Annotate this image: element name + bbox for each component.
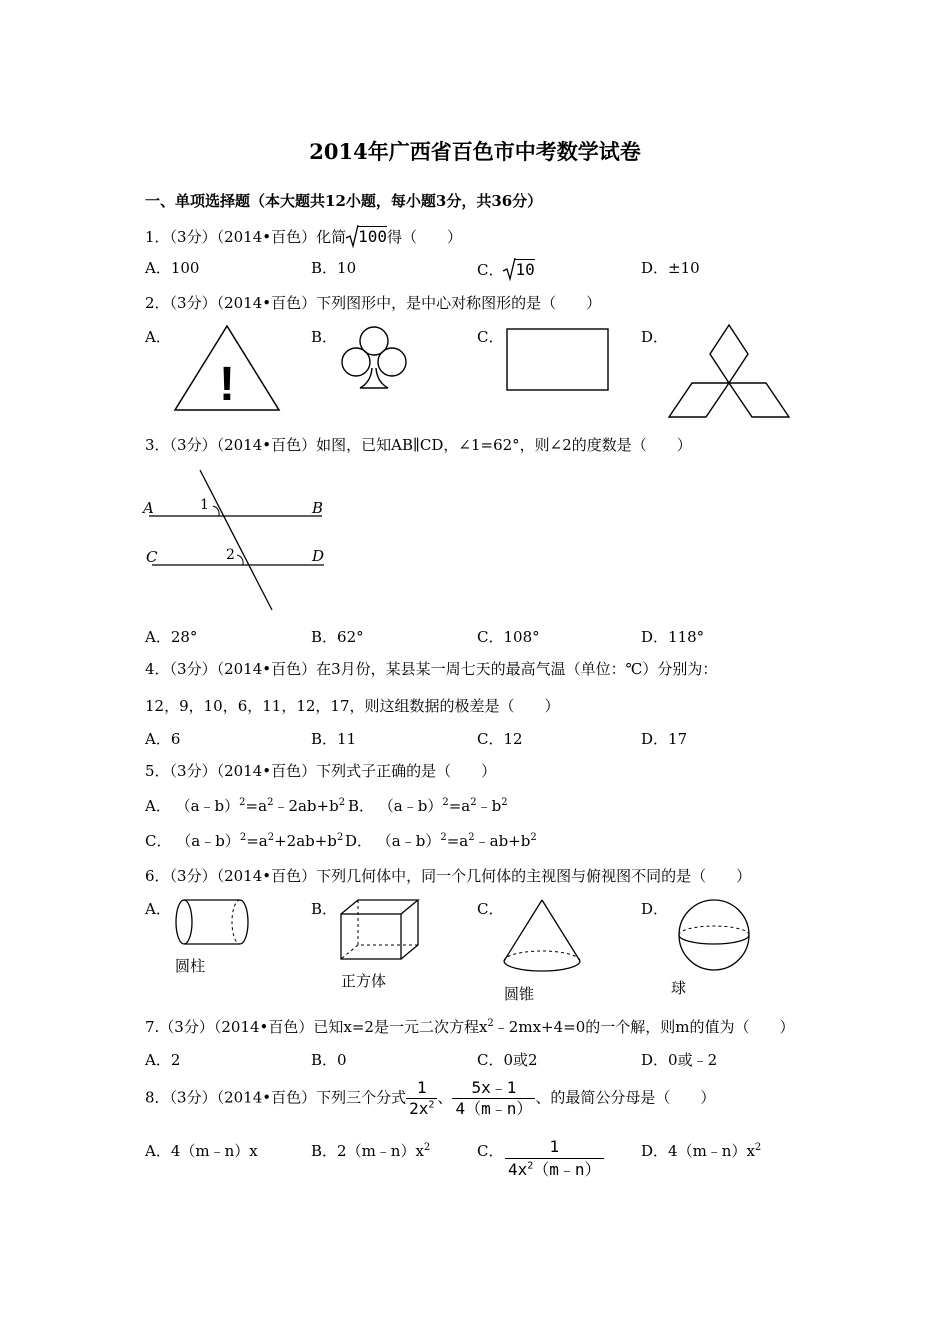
q1-option-d: D．±10 bbox=[641, 259, 700, 277]
svg-text:B: B bbox=[312, 499, 324, 517]
question-7: 7.（3分）（2014•百色）已知x=2是一元二次方程$x^2﹣2mx+4=0$的一个解，则m的值为（ ） bbox=[145, 1018, 795, 1036]
rectangle-shape-icon bbox=[506, 328, 610, 392]
q6-option-a: A． bbox=[145, 900, 171, 918]
q2-option-a: A． bbox=[145, 328, 171, 346]
q2-option-c: C． bbox=[477, 328, 504, 346]
fraction-1: $\frac{1}{2x^2}$ bbox=[406, 1078, 437, 1119]
svg-text:!: ! bbox=[219, 358, 235, 411]
question-2: 2．（3分）（2014•百色）下列图形中，是中心对称图形的是（ ） bbox=[145, 294, 602, 312]
section-heading: 一、单项选择题（本大题共12小题，每小题3分，共36分） bbox=[145, 192, 543, 210]
q8-option-a: A．4（m﹣n）x bbox=[145, 1142, 258, 1160]
q3-option-c: C．108° bbox=[477, 628, 540, 646]
q4-option-a: A．6 bbox=[145, 730, 181, 748]
svg-text:2: 2 bbox=[226, 547, 235, 563]
q4-option-d: D．17 bbox=[641, 730, 688, 748]
sphere-icon bbox=[670, 898, 762, 972]
radical-sign-icon bbox=[346, 224, 358, 248]
q8-option-c: C． bbox=[477, 1142, 504, 1160]
warning-triangle-icon bbox=[172, 324, 282, 414]
svg-text:C: C bbox=[146, 548, 158, 566]
q1-option-b: B．10 bbox=[311, 259, 357, 277]
q6-option-c: C． bbox=[477, 900, 504, 918]
q2-option-b: B． bbox=[311, 328, 338, 346]
cone-icon bbox=[500, 898, 584, 974]
svg-text:1: 1 bbox=[200, 497, 209, 513]
q8-option-b: B．$2(m﹣n)x^2$ bbox=[311, 1142, 431, 1160]
cube-icon bbox=[338, 898, 422, 962]
svg-text:D: D bbox=[312, 547, 325, 565]
sqrt-100: 100 bbox=[346, 224, 387, 248]
cube-label: 正方体 bbox=[341, 972, 387, 990]
q8-option-d: D．$4(m﹣n)x^2$ bbox=[641, 1142, 762, 1160]
q5-option-d: D． $(a﹣b)^2=a^2﹣ab+b^2$ bbox=[345, 832, 537, 850]
q1-option-c: C． 10 bbox=[477, 257, 535, 281]
question-4-line-1: 4．（3分）（2014•百色）在3月份，某县某一周七天的最高气温（单位：℃）分别为： bbox=[145, 660, 718, 678]
q7-option-c: C．0或2 bbox=[477, 1051, 538, 1069]
q5-option-b: B． $(a﹣b)^2=a^2﹣b^2$ bbox=[348, 797, 508, 815]
q3-option-d: D．118° bbox=[641, 628, 705, 646]
parallel-lines-figure bbox=[140, 468, 340, 616]
question-5: 5．（3分）（2014•百色）下列式子正确的是（ ） bbox=[145, 762, 497, 780]
q7-option-a: A．2 bbox=[145, 1051, 181, 1069]
q3-option-a: A．28° bbox=[145, 628, 198, 646]
question-6: 6．（3分）（2014•百色）下列几何体中，同一个几何体的主视图与俯视图不同的是（ ） bbox=[145, 867, 752, 885]
fraction-2: $\frac{5x﹣1}{4(m﹣n)}$ bbox=[452, 1078, 535, 1119]
question-8: 8．（3分）（2014•百色）下列三个分式 $\frac{1}{2x^2}$ 、 $\frac{5x﹣1}{4(m﹣n)}$ 、的最简公分母是（ ） bbox=[145, 1078, 716, 1118]
q5-option-a: A． $(a﹣b)^2=a^2﹣2ab+b^2$ bbox=[145, 797, 346, 815]
svg-text:A: A bbox=[143, 499, 154, 517]
cylinder-label: 圆柱 bbox=[175, 957, 206, 975]
question-3: 3．（3分）（2014•百色）如图，已知AB∥CD，∠1=62°，则∠2的度数是（ ） bbox=[145, 436, 692, 454]
question-1: 1．（3分）（2014•百色）化简 100得（ ） bbox=[145, 224, 462, 248]
three-rhombus-logo-icon bbox=[668, 324, 790, 420]
sphere-label: 球 bbox=[671, 979, 687, 997]
q4-option-b: B．11 bbox=[311, 730, 357, 748]
radical-sign-icon bbox=[503, 257, 515, 281]
club-shape-icon bbox=[338, 324, 410, 394]
q6-option-b: B． bbox=[311, 900, 338, 918]
q8-option-c-fraction: $\frac{1}{4x^2(m﹣n)}$ bbox=[505, 1136, 604, 1181]
q3-option-b: B．62° bbox=[311, 628, 364, 646]
cylinder-icon bbox=[174, 898, 250, 948]
cone-label: 圆锥 bbox=[504, 985, 535, 1003]
q7-option-b: B．0 bbox=[311, 1051, 347, 1069]
q2-option-d: D． bbox=[641, 328, 669, 346]
q6-option-d: D． bbox=[641, 900, 669, 918]
q1-option-a: A．100 bbox=[145, 259, 200, 277]
q7-option-d: D．0或﹣2 bbox=[641, 1051, 718, 1069]
q4-option-c: C．12 bbox=[477, 730, 523, 748]
question-4-line-2: 12，9，10，6，11，12，17，则这组数据的极差是（ ） bbox=[145, 697, 560, 715]
q5-option-c: C． $(a﹣b)^2=a^2+2ab+b^2$ bbox=[145, 832, 344, 850]
page-title: 2014年广西省百色市中考数学试卷 bbox=[309, 139, 641, 164]
